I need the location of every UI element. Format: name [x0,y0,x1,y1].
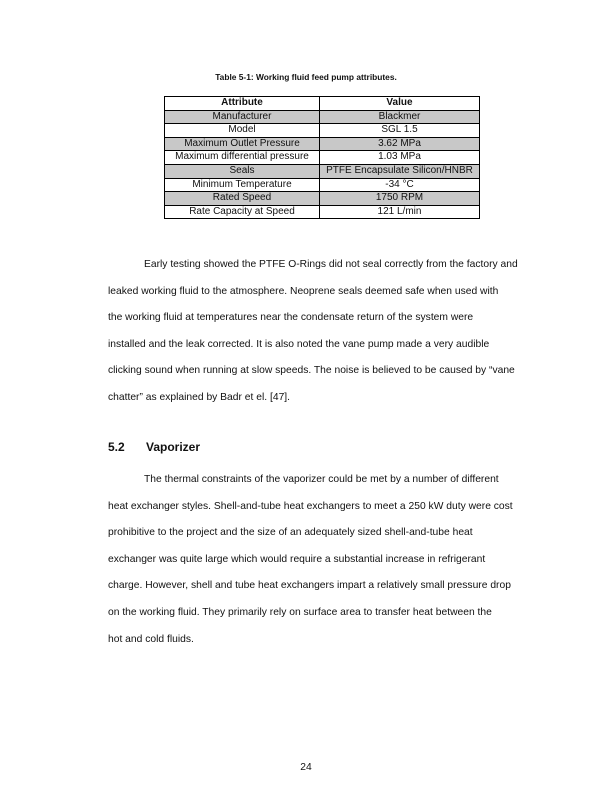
paragraph-pump-seals [108,252,544,412]
paragraph-line: charge. However, shell and tube heat exchangers impart a relatively small pressure drop [108,580,511,592]
page-number: 24 [300,762,312,773]
section-heading [108,440,200,454]
column-header-value: Value [320,97,480,111]
table-row [165,192,480,206]
section-number: 5.2 [108,440,125,454]
paragraph-line: Early testing showed the PTFE O-Rings did not seal correctly from the factory and [144,259,518,270]
value-cell: 1750 RPM [320,192,480,206]
paragraph-line: exchanger was quite large which would require a substantial increase in refrigerant [108,553,486,565]
paragraph-line: hot and cold fluids. [108,633,194,645]
paragraph-line: leaked working fluid to the atmosphere. Neoprene seals deemed safe when used with [108,285,499,297]
value-cell: -34 °C [320,178,480,192]
value-cell: Blackmer [320,110,480,124]
section-title: Vaporizer [146,440,201,454]
attribute-cell: Rated Speed [165,192,320,206]
paragraph-line: on the working fluid. They primarily rely on surface area to transfer heat between the [108,606,492,618]
column-header-attribute: Attribute [165,97,320,111]
attribute-cell: Seals [165,164,320,178]
paragraph-line: clicking sound when running at slow speeds. The noise is believed to be caused by “vane [108,365,515,377]
attribute-cell: Maximum Outlet Pressure [165,137,320,151]
table-row [165,151,480,165]
attribute-cell: Manufacturer [165,110,320,124]
paragraph-line: heat exchanger styles. Shell-and-tube heat exchangers to meet a 250 kW duty were cost [108,500,513,512]
table-header-row [165,97,480,111]
table-row [165,205,480,219]
paragraph-line: installed and the leak corrected. It is also noted the vane pump made a very audible [108,338,490,350]
table-row [165,110,480,124]
table-row [165,124,480,138]
paragraph-line: prohibitive to the project and the size of an adequately sized shell-and-tube heat [108,527,473,539]
paragraph-line: chatter” as explained by Badr et el. [47]. [108,391,291,403]
value-cell: 1.03 MPa [320,151,480,165]
paragraph-line: the working fluid at temperatures near the condensate return of the system were [108,312,474,324]
paragraph-line: The thermal constraints of the vaporizer could be met by a number of different [144,474,499,485]
table-row [165,137,480,151]
value-cell: 3.62 MPa [320,137,480,151]
table-row [165,164,480,178]
value-cell: 121 L/min [320,205,480,219]
table-caption: Table 5-1: Working fluid feed pump attributes. [215,72,397,82]
table-row [165,178,480,192]
pump-attributes-table [164,96,480,219]
attribute-cell: Maximum differential pressure [165,151,320,165]
attribute-cell: Rate Capacity at Speed [165,205,320,219]
value-cell: PTFE Encapsulate Silicon/HNBR [320,164,480,178]
value-cell: SGL 1.5 [320,124,480,138]
paragraph-vaporizer [108,467,544,653]
attribute-cell: Minimum Temperature [165,178,320,192]
attribute-cell: Model [165,124,320,138]
